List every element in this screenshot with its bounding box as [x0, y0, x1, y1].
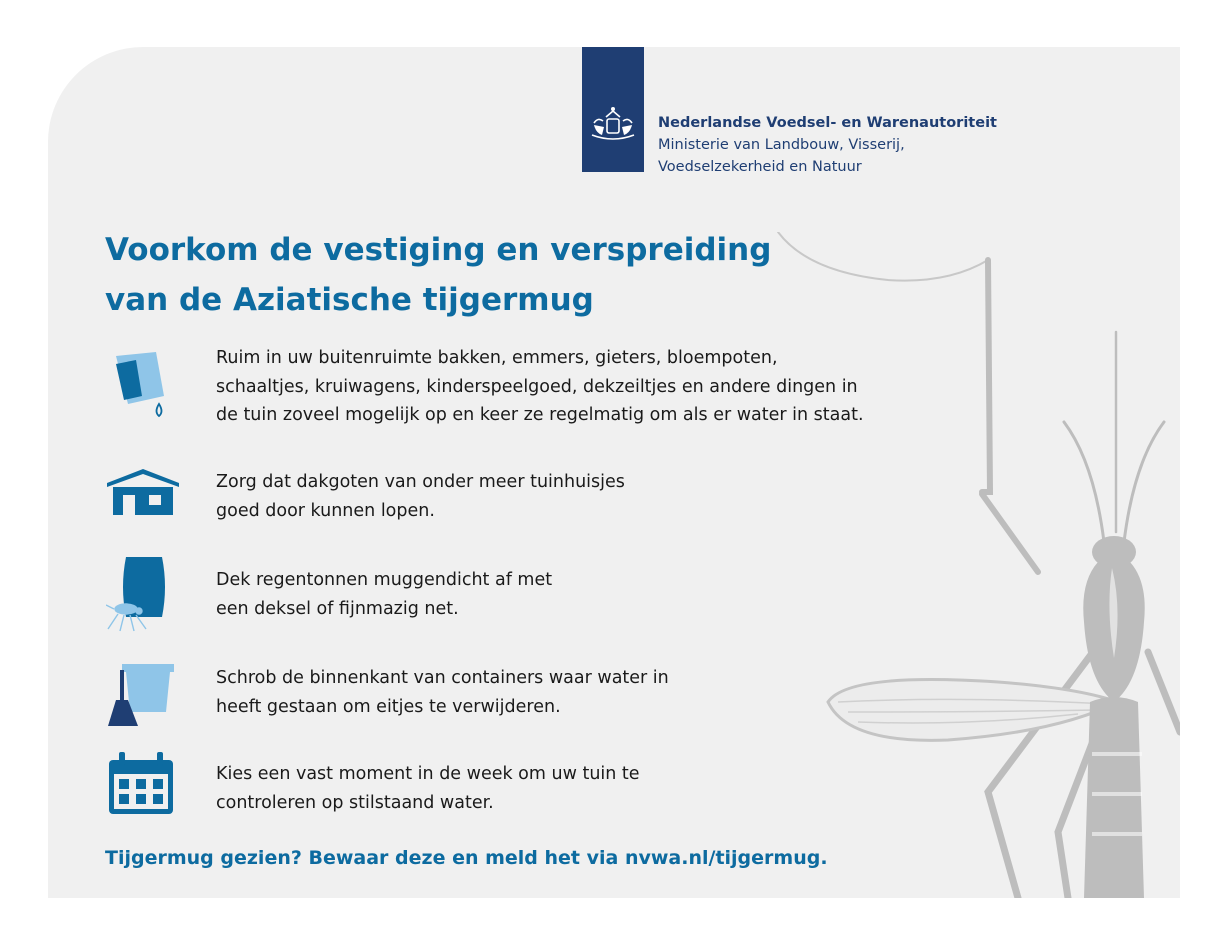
rain-barrel-icon	[106, 557, 170, 642]
tip-5-line-2: controleren op stilstaand water.	[216, 792, 494, 813]
headline-line-2: van de Aziatische tijgermug	[105, 282, 594, 318]
organization-name: Nederlandse Voedsel- en Warenautoriteit	[658, 115, 997, 131]
report-call-to-action: Tijgermug gezien? Bewaar deze en meld het via nvwa.nl/tijgermug.	[105, 847, 828, 869]
scrub-brush-icon	[106, 664, 178, 730]
tip-2-line-1: Zorg dat dakgoten van onder meer tuinhuisjes	[216, 472, 625, 492]
government-logo-bar	[582, 47, 644, 172]
tip-1-line-1: Ruim in uw buitenruimte bakken, emmers, gieters, bloempoten,	[216, 348, 778, 368]
tip-1-line-2: schaaltjes, kruiwagens, kinderspeelgoed, dekzeiltjes en andere dingen in	[216, 376, 858, 397]
tip-3-line-2: een deksel of fijnmazig net.	[216, 598, 459, 619]
headline-line-1: Voorkom de vestiging en verspreiding	[105, 232, 772, 268]
tip-3-text	[216, 566, 552, 623]
tiger-mosquito-illustration	[768, 232, 1180, 898]
tip-5-text	[216, 760, 640, 817]
tip-3-line-1: Dek regentonnen muggendicht af met	[216, 570, 553, 590]
tip-4-line-2: heeft gestaan om eitjes te verwijderen.	[216, 696, 561, 717]
ministry-line-1: Ministerie van Landbouw, Visserij,	[658, 137, 905, 153]
tip-1-text	[216, 344, 864, 430]
calendar-icon	[109, 752, 175, 816]
tip-5-line-1: Kies een vast moment in de week om uw tuin te	[216, 764, 640, 784]
ministry-line-2: Voedselzekerheid en Natuur	[658, 159, 862, 175]
tip-4-line-1: Schrob de binnenkant van containers waar water in	[216, 668, 669, 688]
coat-of-arms-icon	[582, 47, 644, 172]
headline	[105, 225, 771, 325]
tip-4-text	[216, 664, 669, 721]
bucket-drip-icon	[104, 352, 174, 424]
garden-shed-icon	[105, 469, 181, 517]
info-card	[48, 47, 1180, 898]
tip-2-line-2: goed door kunnen lopen.	[216, 500, 435, 521]
tip-1-line-3: de tuin zoveel mogelijk op en keer ze regelmatig om als er water in staat.	[216, 405, 864, 425]
brand-text	[658, 112, 997, 178]
tip-2-text	[216, 468, 625, 525]
